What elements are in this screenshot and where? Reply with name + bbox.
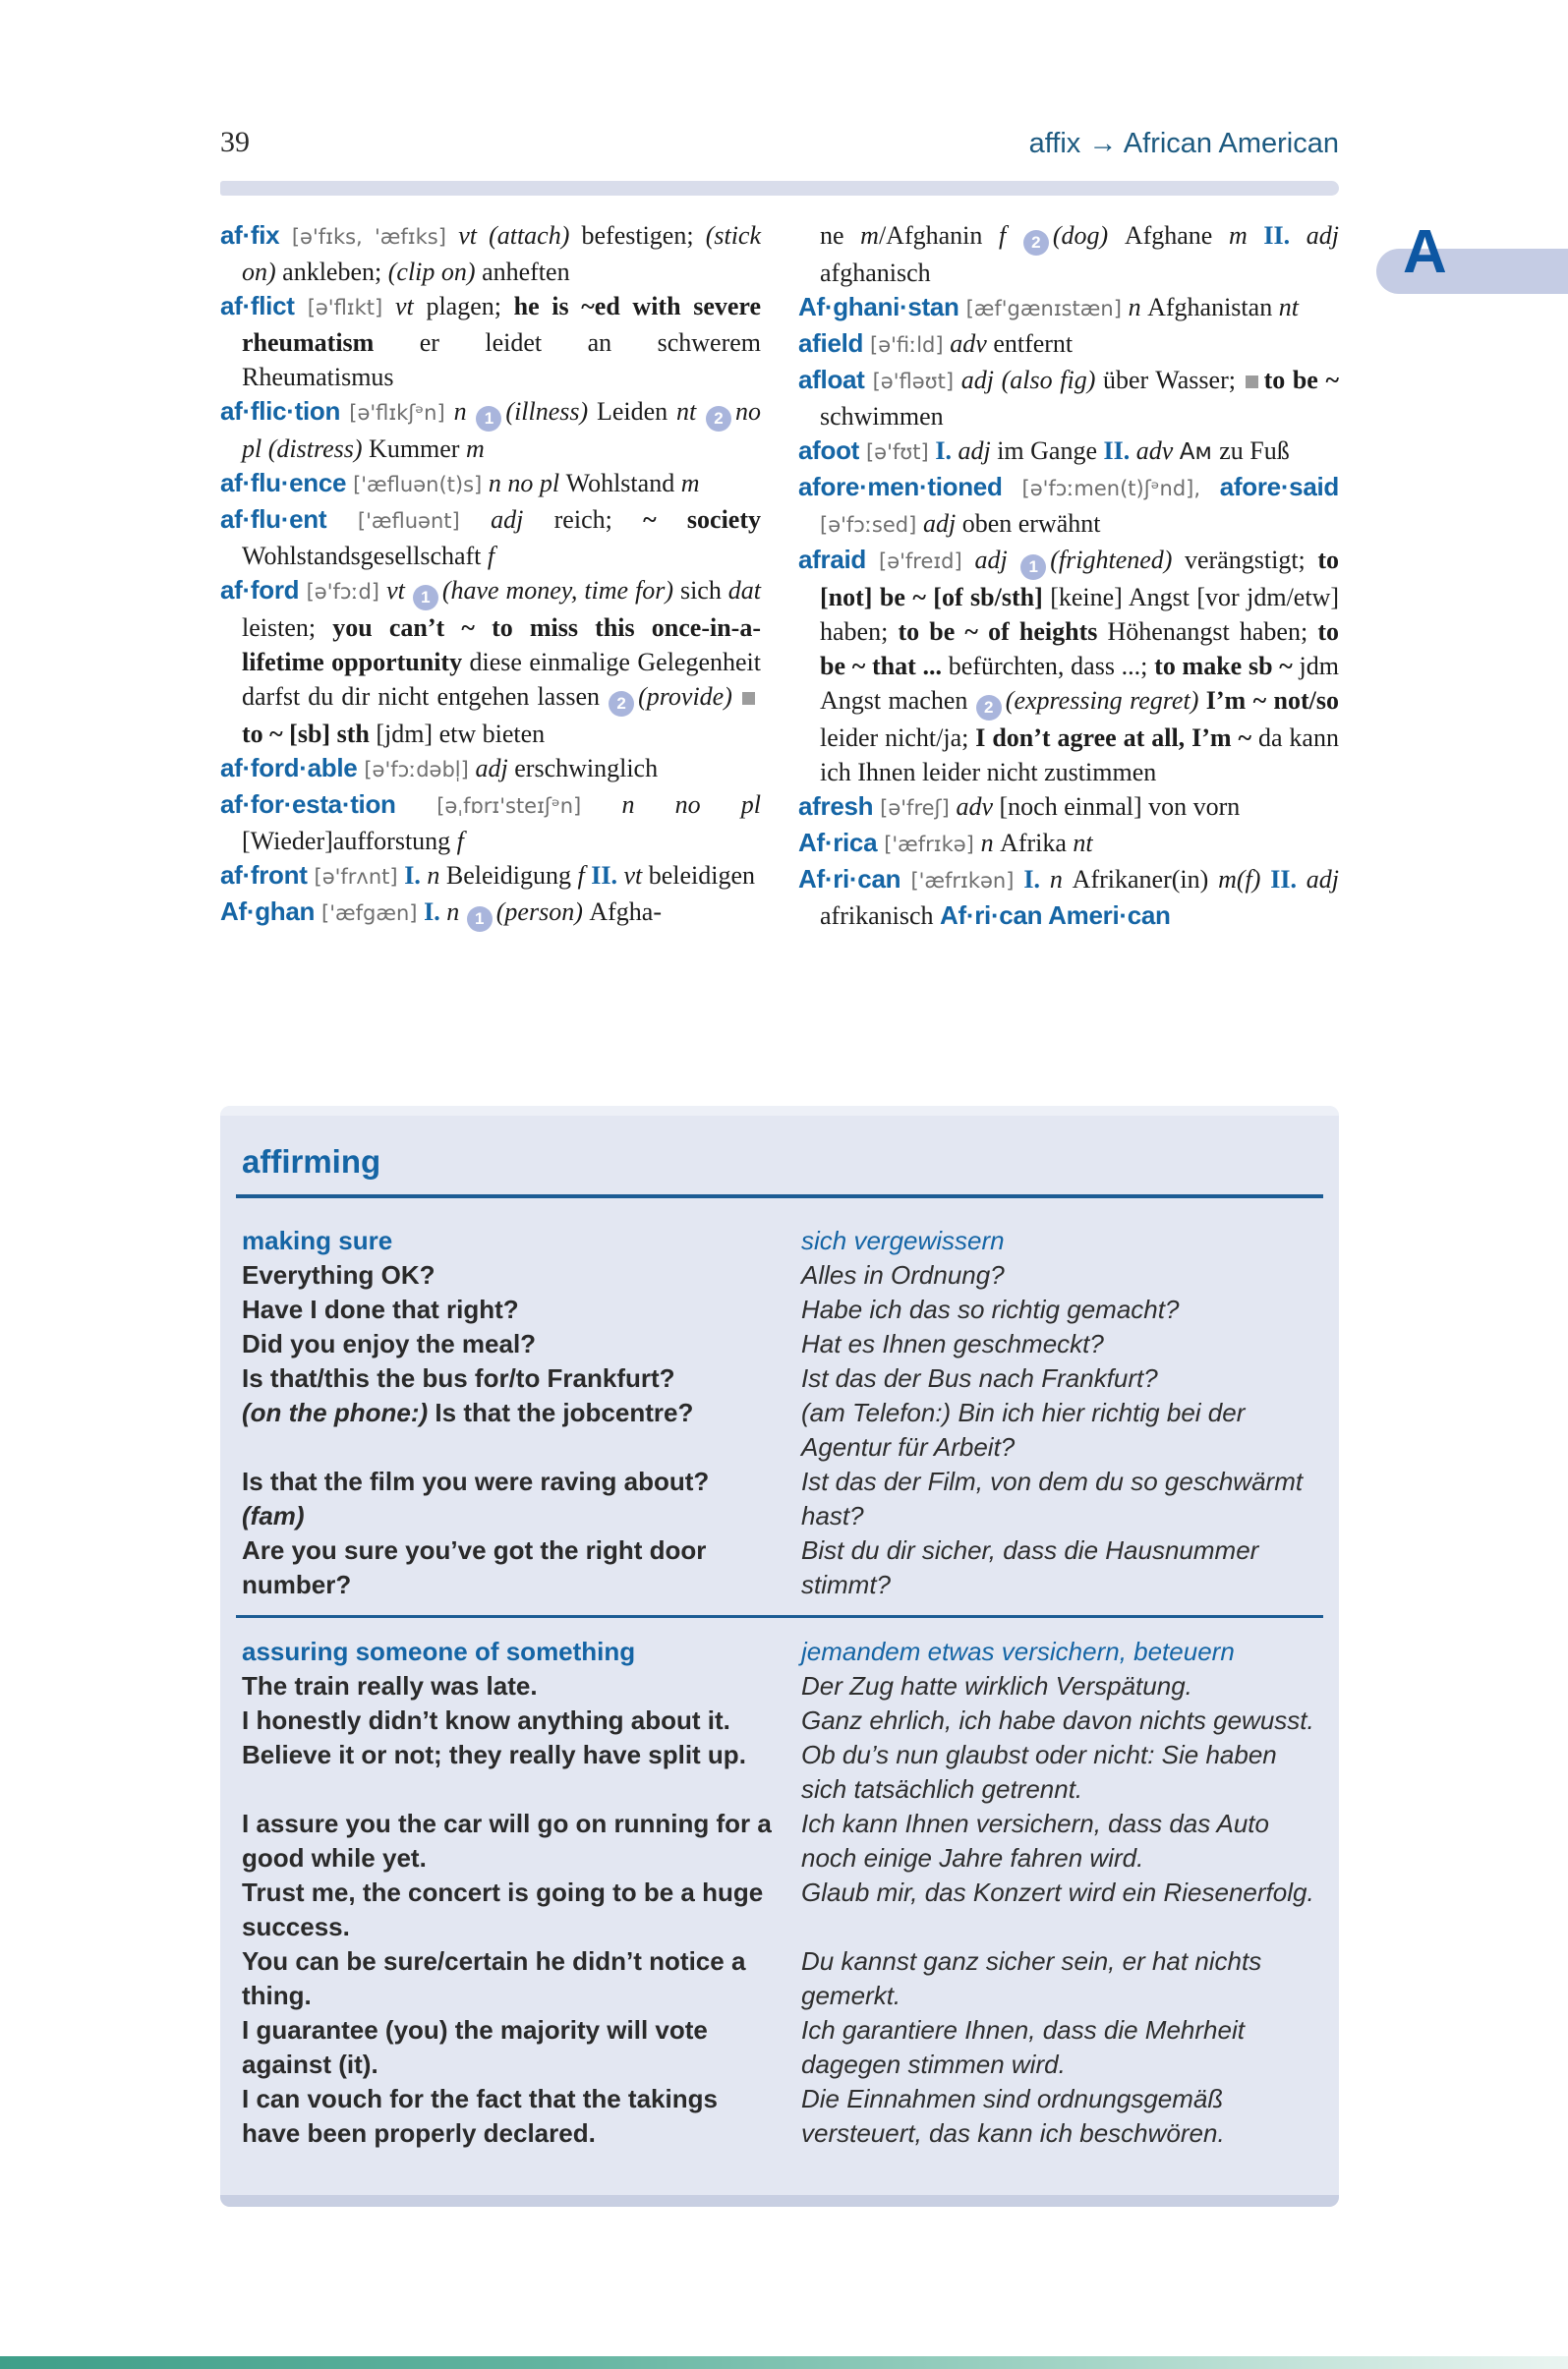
phrase-en: Is that/this the bus for/to Frankfurt?	[242, 1363, 675, 1393]
phrase-heading-de: jemandem etwas versichern, beteuern	[801, 1637, 1235, 1666]
phrase-de: Ob du’s nun glaubst oder nicht: Sie haben sich tatsächlich getrennt.	[801, 1740, 1277, 1804]
dictionary-entry: af·for·esta·tion [əˌfɒrɪ'steɪʃᵊn] n no pl [Wieder]aufforstung f	[220, 789, 761, 855]
bottom-edge-decoration	[0, 2356, 1568, 2369]
dictionary-column-right	[798, 218, 1339, 933]
phrase-de: Ich garantiere Ihnen, dass die Mehrheit dagegen stimmen wird.	[801, 2015, 1245, 2079]
dictionary-entry: afraid [ə'freɪd] adj 1 (frightened) verängstigt; to [not] be ~ [of sb/sth] [keine] Angst [vor jdm/etw] haben; to be ~ of heights Höhenangst haben; to be ~ that ... befürchten, dass ...; to make sb ~ jdm Angst machen 2 (expressing regret) I’m ~ not/so leider nicht/ja; I don’t agree at all, I’m ~ da kann ich Ihnen leider nicht zustimmen	[798, 545, 1340, 786]
phrasebox	[220, 1106, 1339, 2207]
dictionary-entry: af·ford·able [ə'fɔːdəbl̩] adj erschwinglich	[220, 753, 659, 782]
phrase-de: Ist das der Bus nach Frankfurt?	[801, 1363, 1158, 1393]
running-head: affix → African American	[1028, 128, 1339, 159]
phrase-de: Habe ich das so richtig gemacht?	[801, 1295, 1180, 1324]
phrase-en: Trust me, the concert is going to be a huge success.	[242, 1878, 764, 1941]
dictionary-entry: afield [ə'fiːld] adv entfernt	[798, 328, 1074, 358]
phrase-heading-de: sich vergewissern	[801, 1226, 1005, 1255]
phrase-en: Is that the film you were raving about? (fam)	[242, 1467, 710, 1531]
phrase-en: You can be sure/certain he didn’t notice a thing.	[242, 1946, 746, 2010]
dictionary-entry: afore·men·tioned [ə'fɔːmen(t)ʃᵊnd], afore·said [ə'fɔːsed] adj oben erwähnt	[798, 472, 1339, 538]
phrase-en: Everything OK?	[242, 1260, 436, 1290]
dictionary-entry: af·front [ə'frʌnt] I. n Beleidigung f II. vt beleidigen	[220, 860, 756, 890]
dictionary-entry: af·flu·ence ['æfluən(t)s] n no pl Wohlstand m	[220, 468, 700, 497]
letter-tab-label: A	[1403, 218, 1447, 286]
dictionary-entry: af·fix [ə'fɪks, 'æfɪks] vt (attach) befestigen; (stick on) ankleben; (clip on) anheften	[220, 220, 761, 286]
phrase-row	[242, 1807, 1315, 1876]
phrase-de: Hat es Ihnen geschmeckt?	[801, 1329, 1104, 1358]
phrase-de: Ist das der Film, von dem du so geschwärmt hast?	[801, 1467, 1304, 1531]
phrase-row	[242, 2013, 1315, 2082]
phrasebox-body	[220, 1198, 1339, 2151]
phrase-de: Ich kann Ihnen versichern, dass das Auto noch einige Jahre fahren wird.	[801, 1809, 1269, 1873]
phrase-en: Are you sure you’ve got the right door number?	[242, 1535, 707, 1599]
header-divider-bar	[220, 181, 1339, 196]
dictionary-entry: Af·ri·can ['æfrɪkən] I. n Afrikaner(in) m(f) II. adj afrikanisch Af·ri·can Ameri·can	[798, 864, 1339, 930]
dictionary-entry: Af·ghani·stan [æf'gænɪstæn] n Afghanistan nt	[798, 292, 1299, 321]
thumb-index-tab	[1376, 218, 1568, 294]
dictionary-column-left	[220, 218, 761, 933]
dictionary-entry: Af·ghan ['æfgæn] I. n 1 (person) Afgha-	[220, 895, 761, 932]
phrase-row	[242, 1293, 1315, 1327]
dictionary-entry: af·flict [ə'flɪkt] vt plagen; he is ~ed with severe rheumatism er leidet an schwerem Rheumatismus	[220, 291, 762, 391]
phrase-section-heading-row	[242, 1224, 1315, 1258]
phrase-en: I guarantee (you) the majority will vote against (it).	[242, 2015, 708, 2079]
dictionary-entry: af·flu·ent ['æfluənt] adj reich; ~ society Wohlstandsgesellschaft f	[220, 504, 761, 570]
phrase-row	[242, 1327, 1315, 1361]
phrase-de: Alles in Ordnung?	[801, 1260, 1005, 1290]
phrase-row	[242, 1361, 1315, 1396]
phrase-row	[242, 1258, 1315, 1293]
page-number: 39	[220, 126, 250, 158]
phrase-en: Did you enjoy the meal?	[242, 1329, 537, 1358]
dictionary-entry: afresh [ə'freʃ] adv [noch einmal] von vorn	[798, 791, 1241, 821]
dictionary-body	[220, 218, 1339, 933]
phrase-heading-en: assuring someone of something	[242, 1637, 636, 1666]
phrase-en: Have I done that right?	[242, 1295, 519, 1324]
phrase-row	[242, 2082, 1315, 2151]
phrase-de: (am Telefon:) Bin ich hier richtig bei der Agentur für Arbeit?	[801, 1398, 1246, 1462]
phrase-en: The train really was late.	[242, 1671, 538, 1701]
phrase-row	[242, 1533, 1315, 1602]
phrase-de: Der Zug hatte wirklich Verspätung.	[801, 1671, 1192, 1701]
phrase-row	[242, 1876, 1315, 1944]
phrase-row	[242, 1738, 1315, 1807]
dictionary-entry: ne m/Afghanin f 2 (dog) Afghane m II. adj afghanisch	[820, 221, 1339, 287]
section-divider	[236, 1615, 1323, 1618]
phrase-de: Bist du dir sicher, dass die Hausnummer stimmt?	[801, 1535, 1259, 1599]
phrase-en: (on the phone:) Is that the jobcentre?	[242, 1398, 694, 1427]
phrase-de: Ganz ehrlich, ich habe davon nichts gewusst.	[801, 1705, 1314, 1735]
phrase-en: I can vouch for the fact that the takings have been properly declared.	[242, 2084, 718, 2148]
phrase-row	[242, 1944, 1315, 2013]
phrase-de: Du kannst ganz sicher sein, er hat nichts gemerkt.	[801, 1946, 1262, 2010]
phrase-heading-en: making sure	[242, 1226, 393, 1255]
phrase-row	[242, 1704, 1315, 1738]
phrasebox-title: affirming	[242, 1143, 381, 1180]
phrase-section-heading-row	[242, 1635, 1315, 1669]
phrase-en: Believe it or not; they really have split up.	[242, 1740, 746, 1769]
phrase-de: Die Einnahmen sind ordnungsgemäß versteuert, das kann ich beschwören.	[801, 2084, 1225, 2148]
phrase-en: I assure you the car will go on running for a good while yet.	[242, 1809, 772, 1873]
phrase-en: I honestly didn’t know anything about it.	[242, 1705, 730, 1735]
phrase-row	[242, 1396, 1315, 1465]
phrase-de: Glaub mir, das Konzert wird ein Riesenerfolg.	[801, 1878, 1314, 1907]
phrase-row	[242, 1669, 1315, 1704]
dictionary-entry: Af·rica ['æfrɪkə] n Afrika nt	[798, 828, 1093, 857]
phrase-row	[242, 1465, 1315, 1533]
dictionary-entry: afoot [ə'fʊt] I. adj im Gange II. adv Aᴍ zu Fuß	[798, 435, 1290, 465]
dictionary-entry: af·flic·tion [ə'flɪkʃᵊn] n 1 (illness) Leiden nt 2 no pl (distress) Kummer m	[220, 396, 761, 463]
dictionary-entry: afloat [ə'fləʊt] adj (also fig) über Wasser; to be ~ schwimmen	[798, 365, 1339, 431]
dictionary-entry: af·ford [ə'fɔːd] vt 1 (have money, time for) sich dat leisten; you can’t ~ to miss this once-in-a-lifetime opportunity diese einmalige Gelegenheit darfst du dir nicht entgehen lassen 2 (provide) to ~ [sb] sth [jdm] etw bieten	[220, 575, 762, 748]
